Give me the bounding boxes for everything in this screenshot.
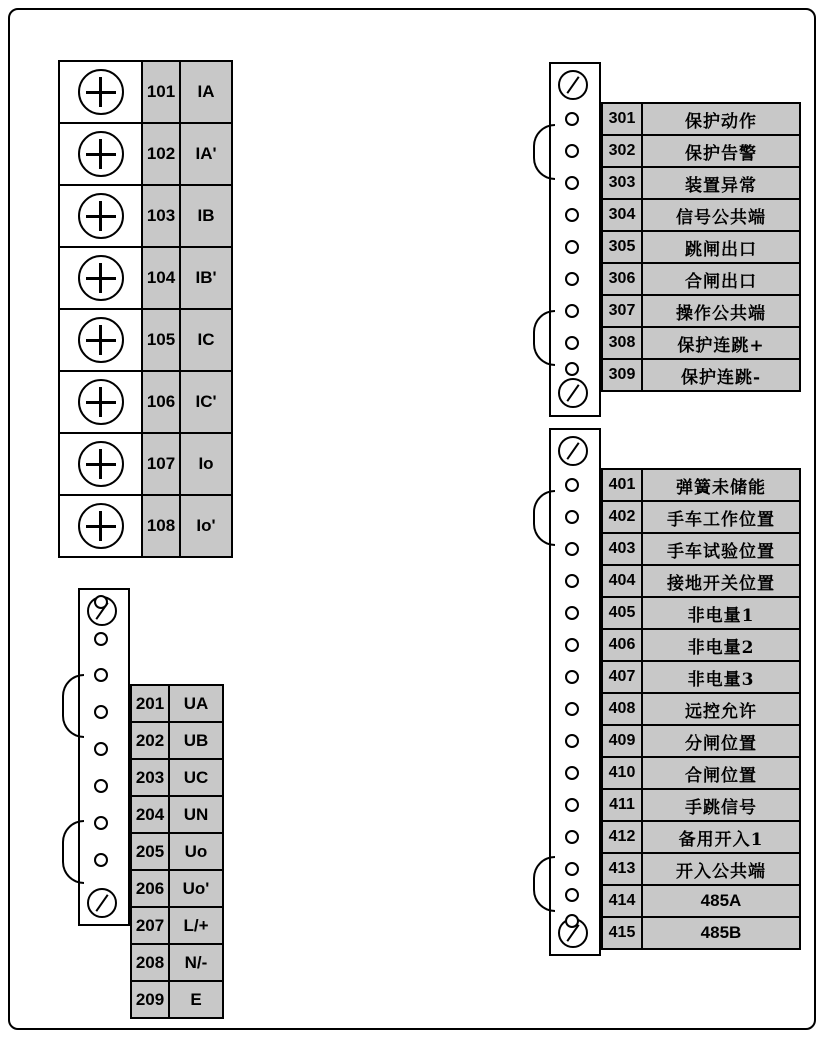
- terminal-number: 403: [601, 532, 643, 566]
- terminal-number: 409: [601, 724, 643, 758]
- terminal-row: [601, 262, 801, 294]
- ring-terminal-icon[interactable]: [565, 862, 579, 876]
- terminal-number: 204: [130, 795, 170, 834]
- terminal-label: Uo': [168, 869, 224, 908]
- terminal-label: IA': [179, 122, 233, 186]
- screw-terminal-cell[interactable]: [58, 432, 143, 496]
- terminal-number: 408: [601, 692, 643, 726]
- screw-icon: [78, 441, 124, 487]
- cable-clamp-icon: [62, 674, 84, 738]
- screw-terminal-cell[interactable]: [58, 370, 143, 434]
- terminal-number: 405: [601, 596, 643, 630]
- terminal-row: [601, 852, 801, 884]
- terminal-label: 开入公共端: [641, 852, 801, 886]
- housing-screw-icon: [558, 436, 588, 466]
- connector-housing: [549, 428, 601, 956]
- ring-terminal-icon[interactable]: [565, 240, 579, 254]
- terminal-row: [130, 832, 224, 869]
- cable-clamp-icon: [62, 820, 84, 884]
- terminal-label: 手跳信号: [641, 788, 801, 822]
- terminal-number: 303: [601, 166, 643, 200]
- terminal-label: 合闸位置: [641, 756, 801, 790]
- terminal-number: 106: [141, 370, 181, 434]
- terminal-row: [601, 820, 801, 852]
- ring-terminal-icon[interactable]: [94, 595, 108, 609]
- terminal-row: [601, 692, 801, 724]
- ring-terminal-icon[interactable]: [565, 112, 579, 126]
- screw-terminal-cell[interactable]: [58, 122, 143, 186]
- terminal-number: 202: [130, 721, 170, 760]
- terminal-row: [601, 326, 801, 358]
- ring-terminal-icon[interactable]: [565, 362, 579, 376]
- ring-terminal-icon[interactable]: [565, 914, 579, 928]
- terminal-label: 跳闸出口: [641, 230, 801, 264]
- terminal-label-list: [601, 102, 801, 390]
- terminal-number: 411: [601, 788, 643, 822]
- screw-terminal-cell[interactable]: [58, 246, 143, 310]
- terminal-number: 402: [601, 500, 643, 534]
- ring-terminal-icon[interactable]: [94, 705, 108, 719]
- terminal-label: 接地开关位置: [641, 564, 801, 598]
- ring-terminal-icon[interactable]: [565, 510, 579, 524]
- terminal-label: 485B: [641, 916, 801, 950]
- terminal-label: IC: [179, 308, 233, 372]
- terminal-number: 309: [601, 358, 643, 392]
- ring-terminal-icon[interactable]: [565, 574, 579, 588]
- ring-terminal-icon[interactable]: [565, 766, 579, 780]
- ring-terminal-icon[interactable]: [565, 542, 579, 556]
- terminal-row: [601, 884, 801, 916]
- terminal-row: [130, 721, 224, 758]
- terminal-number: 401: [601, 468, 643, 502]
- terminal-row: [601, 724, 801, 756]
- terminal-row: [601, 628, 801, 660]
- terminal-row: [58, 122, 233, 184]
- terminal-row: [130, 795, 224, 832]
- ring-terminal-icon[interactable]: [565, 670, 579, 684]
- terminal-row: [601, 294, 801, 326]
- screw-icon: [78, 131, 124, 177]
- terminal-label: 保护连跳+: [641, 326, 801, 360]
- terminal-number: 205: [130, 832, 170, 871]
- ring-terminal-icon[interactable]: [94, 632, 108, 646]
- ring-terminal-icon[interactable]: [565, 336, 579, 350]
- terminal-label: UN: [168, 795, 224, 834]
- terminal-row: [601, 102, 801, 134]
- terminal-row: [130, 684, 224, 721]
- ring-terminal-icon[interactable]: [565, 888, 579, 902]
- screw-icon: [78, 317, 124, 363]
- terminal-label: 保护动作: [641, 102, 801, 136]
- terminal-label: 弹簧未储能: [641, 468, 801, 502]
- screw-terminal-cell[interactable]: [58, 60, 143, 124]
- terminal-row: [58, 60, 233, 122]
- housing-screw-icon: [558, 378, 588, 408]
- terminal-label: 手车试验位置: [641, 532, 801, 566]
- terminal-row: [601, 230, 801, 262]
- terminal-number: 306: [601, 262, 643, 296]
- terminal-row: [58, 494, 233, 556]
- terminal-label: 分闸位置: [641, 724, 801, 758]
- terminal-number: 414: [601, 884, 643, 918]
- terminal-label: 485A: [641, 884, 801, 918]
- terminal-row: [130, 980, 224, 1017]
- terminal-row: [130, 758, 224, 795]
- terminal-number: 105: [141, 308, 181, 372]
- terminal-row: [58, 184, 233, 246]
- terminal-row: [601, 468, 801, 500]
- terminal-label: E: [168, 980, 224, 1019]
- terminal-number: 104: [141, 246, 181, 310]
- ring-terminal-icon[interactable]: [565, 208, 579, 222]
- ring-terminal-icon[interactable]: [565, 478, 579, 492]
- terminal-number: 209: [130, 980, 170, 1019]
- housing-screw-icon: [87, 888, 117, 918]
- terminal-label: 信号公共端: [641, 198, 801, 232]
- ring-terminal-icon[interactable]: [94, 853, 108, 867]
- terminal-number: 103: [141, 184, 181, 248]
- current-input-terminal-block: [58, 60, 233, 556]
- terminal-row: [601, 358, 801, 390]
- terminal-label: 操作公共端: [641, 294, 801, 328]
- terminal-row: [601, 564, 801, 596]
- terminal-row: [601, 166, 801, 198]
- terminal-label: IA: [179, 60, 233, 124]
- terminal-row: [601, 916, 801, 948]
- terminal-number: 404: [601, 564, 643, 598]
- terminal-row: [601, 596, 801, 628]
- terminal-label: 备用开入1: [641, 820, 801, 854]
- terminal-label: 合闸出口: [641, 262, 801, 296]
- ring-terminal-icon[interactable]: [565, 734, 579, 748]
- housing-screw-icon: [558, 70, 588, 100]
- terminal-number: 407: [601, 660, 643, 694]
- screw-icon: [78, 503, 124, 549]
- terminal-label: 保护告警: [641, 134, 801, 168]
- terminal-label: UC: [168, 758, 224, 797]
- terminal-label: 手车工作位置: [641, 500, 801, 534]
- terminal-label: 非电量3: [641, 660, 801, 694]
- terminal-row: [601, 788, 801, 820]
- terminal-row: [58, 432, 233, 494]
- screw-icon: [78, 193, 124, 239]
- terminal-label: 远控允许: [641, 692, 801, 726]
- terminal-row: [130, 906, 224, 943]
- terminal-number: 307: [601, 294, 643, 328]
- ring-terminal-icon[interactable]: [565, 272, 579, 286]
- terminal-label: IB': [179, 246, 233, 310]
- terminal-label: N/-: [168, 943, 224, 982]
- terminal-number: 201: [130, 684, 170, 723]
- terminal-label: Io: [179, 432, 233, 496]
- ring-terminal-icon[interactable]: [565, 176, 579, 190]
- terminal-number: 415: [601, 916, 643, 950]
- terminal-number: 208: [130, 943, 170, 982]
- terminal-label: IC': [179, 370, 233, 434]
- terminal-number: 412: [601, 820, 643, 854]
- terminal-label: Uo: [168, 832, 224, 871]
- terminal-row: [130, 943, 224, 980]
- ring-terminal-icon[interactable]: [565, 830, 579, 844]
- ring-terminal-icon[interactable]: [94, 779, 108, 793]
- terminal-label: Io': [179, 494, 233, 558]
- terminal-label: 装置异常: [641, 166, 801, 200]
- screw-icon: [78, 255, 124, 301]
- terminal-number: 410: [601, 756, 643, 790]
- screw-terminal-cell[interactable]: [58, 184, 143, 248]
- terminal-label: UB: [168, 721, 224, 760]
- terminal-row: [58, 308, 233, 370]
- terminal-number: 413: [601, 852, 643, 886]
- terminal-row: [601, 198, 801, 230]
- terminal-row: [601, 660, 801, 692]
- screw-icon: [78, 69, 124, 115]
- terminal-number: 107: [141, 432, 181, 496]
- ring-terminal-icon[interactable]: [565, 638, 579, 652]
- screw-terminal-cell[interactable]: [58, 494, 143, 558]
- terminal-number: 308: [601, 326, 643, 360]
- terminal-row: [58, 370, 233, 432]
- terminal-label: L/+: [168, 906, 224, 945]
- terminal-row: [601, 756, 801, 788]
- terminal-label-list: [601, 468, 801, 948]
- terminal-number: 207: [130, 906, 170, 945]
- terminal-row: [130, 869, 224, 906]
- screw-terminal-cell[interactable]: [58, 308, 143, 372]
- terminal-label: 保护连跳-: [641, 358, 801, 392]
- terminal-number: 101: [141, 60, 181, 124]
- terminal-number: 305: [601, 230, 643, 264]
- terminal-number: 206: [130, 869, 170, 908]
- terminal-label: 非电量1: [641, 596, 801, 630]
- terminal-number: 302: [601, 134, 643, 168]
- terminal-label: UA: [168, 684, 224, 723]
- terminal-label: 非电量2: [641, 628, 801, 662]
- terminal-label-list: [130, 684, 224, 1017]
- ring-terminal-icon[interactable]: [565, 702, 579, 716]
- ring-terminal-icon[interactable]: [94, 742, 108, 756]
- ring-terminal-icon[interactable]: [565, 606, 579, 620]
- ring-terminal-icon[interactable]: [565, 144, 579, 158]
- terminal-row: [601, 500, 801, 532]
- terminal-number: 108: [141, 494, 181, 558]
- terminal-number: 102: [141, 122, 181, 186]
- ring-terminal-icon[interactable]: [94, 668, 108, 682]
- terminal-number: 203: [130, 758, 170, 797]
- terminal-row: [601, 134, 801, 166]
- ring-terminal-icon[interactable]: [94, 816, 108, 830]
- screw-icon: [78, 379, 124, 425]
- ring-terminal-icon[interactable]: [565, 304, 579, 318]
- terminal-row: [601, 532, 801, 564]
- terminal-label: IB: [179, 184, 233, 248]
- terminal-number: 301: [601, 102, 643, 136]
- ring-terminal-icon[interactable]: [565, 798, 579, 812]
- terminal-number: 304: [601, 198, 643, 232]
- terminal-number: 406: [601, 628, 643, 662]
- terminal-row: [58, 246, 233, 308]
